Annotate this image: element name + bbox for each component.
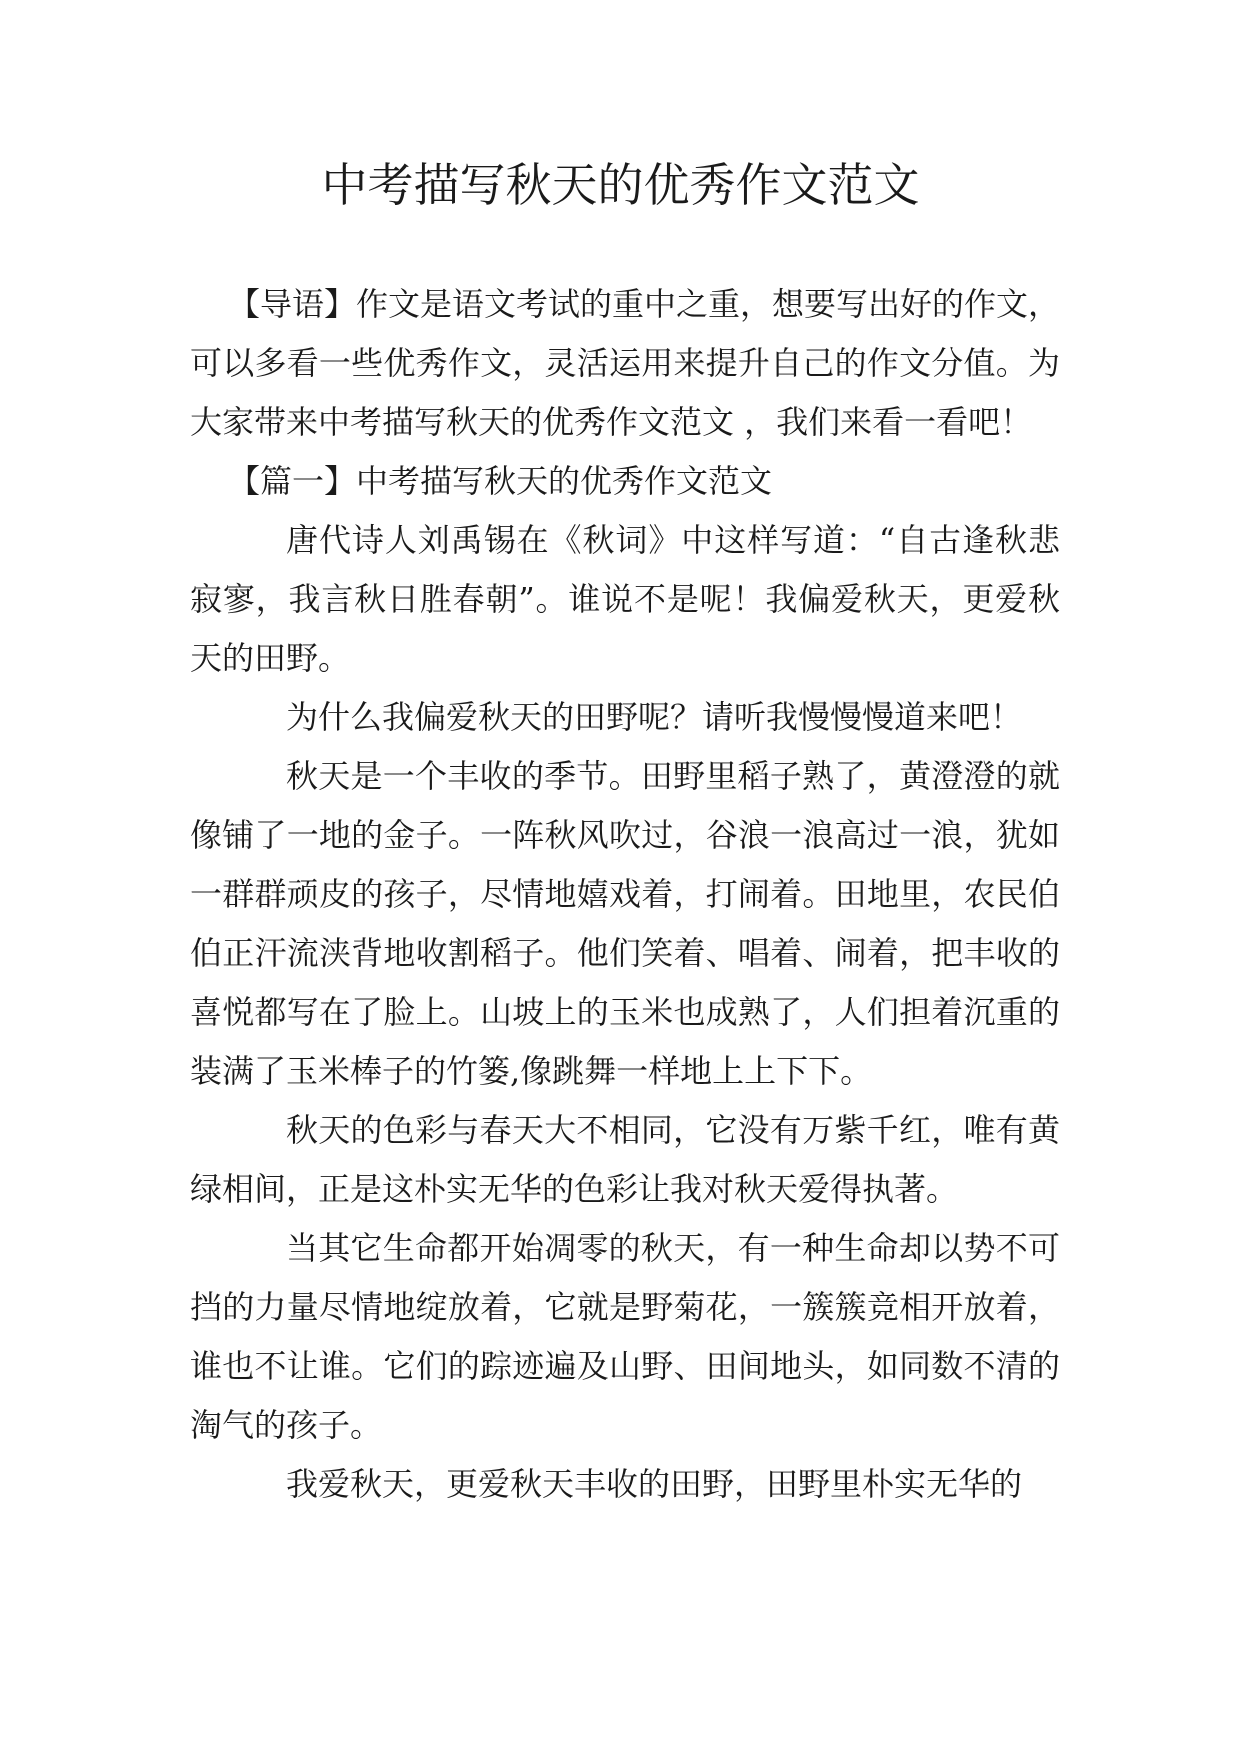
body-paragraph: 唐代诗人刘禹锡在《秋词》中这样写道：“自古逢秋悲寂寥，我言秋日胜春朝”。谁说不是呢！我偏爱秋天，更爱秋天的田野。 xyxy=(190,521,1060,677)
document-title: 中考描写秋天的优秀作文范文 xyxy=(321,158,920,212)
body-paragraph: 为什么我偏爱秋天的田野呢？请听我慢慢慢道来吧！ xyxy=(286,698,1023,736)
intro-paragraph: 【导语】作文是语文考试的重中之重，想要写出好的作文，可以多看一些优秀作文，灵活运用来提升自己的作文分值。为大家带来中考描写秋天的优秀作文范文 ，我们来看一看吧！ xyxy=(190,285,1061,441)
body-paragraph: 秋天是一个丰收的季节。田野里稻子熟了，黄澄澄的就像铺了一地的金子。一阵秋风吹过，谷浪一浪高过一浪，犹如一群群顽皮的孩子，尽情地嬉戏着，打闹着。田地里，农民伯伯正汗流浃背地收割稻子。他们笑着、唱着、闹着，把丰收的喜悦都写在了脸上。山坡上的玉米也成熟了，人们担着沉重的装满了玉米棒子的竹篓,像跳舞一样地上上下下。 xyxy=(190,757,1060,1090)
body-paragraph: 我爱秋天，更爱秋天丰收的田野，田野里朴实无华的 xyxy=(286,1465,1023,1503)
body-paragraph: 秋天的色彩与春天大不相同，它没有万紫千红，唯有黄绿相间，正是这朴实无华的色彩让我对秋天爱得执著。 xyxy=(190,1111,1060,1208)
body-paragraph: 当其它生命都开始凋零的秋天，有一种生命却以势不可挡的力量尽情地绽放着，它就是野菊花，一簇簇竞相开放着，谁也不让谁。它们的踪迹遍及山野、田间地头，如同数不清的淘气的孩子。 xyxy=(190,1229,1060,1444)
section-heading: 【篇一】中考描写秋天的优秀作文范文 xyxy=(228,462,773,500)
document-body xyxy=(190,275,1060,1514)
